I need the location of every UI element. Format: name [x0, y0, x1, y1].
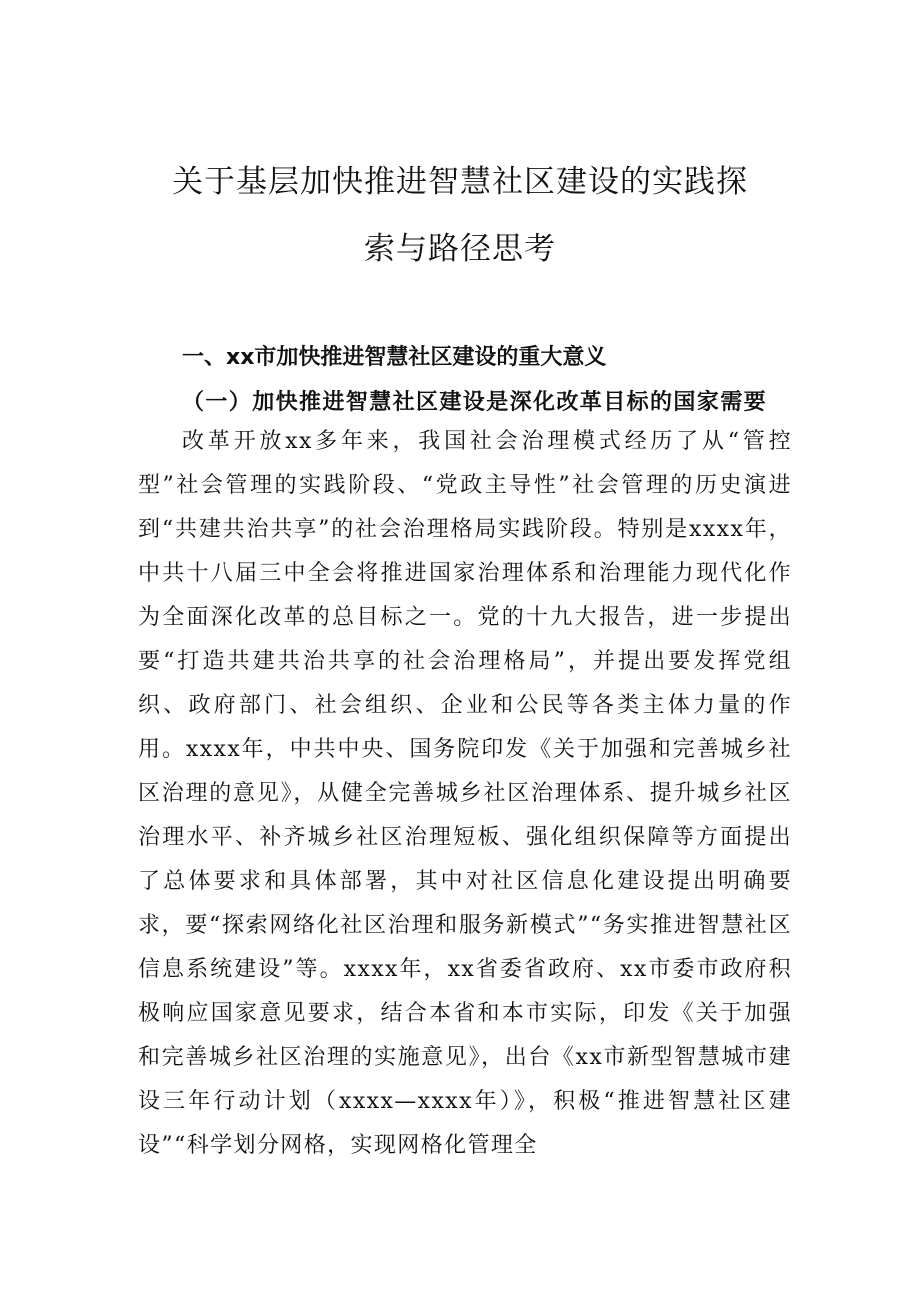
body-paragraph: 改革开放xx多年来，我国社会治理模式经历了从“管控型”社会管理的实践阶段、“党政主导性”社会管理的历史演进到“共建共治共享”的社会治理格局实践阶段。特别是xxxx年，中共十八届三中全会将推进国家治理体系和治理能力现代化作为全面深化改革的总目标之一。党的十九大报告，进一步提出要“打造共建共治共享的社会治理格局”，并提出要发挥党组织、政府部门、社会组织、企业和公民等各类主体力量的作用。xxxx年，中共中央、国务院印发《关于加强和完善城乡社区治理的意见》，从健全完善城乡社区治理体系、提升城乡社区治理水平、补齐城乡社区治理短板、强化组织保障等方面提出了总体要求和具体部署，其中对社区信息化建设提出明确要求，要“探索网络化社区治理和服务新模式”“务实推进智慧社区信息系统建设”等。xxxx年，xx省委省政府、xx市委市政府积极响应国家意见要求，结合本省和本市实际，印发《关于加强和完善城乡社区治理的实施意见》，出台《xx市新型智慧城市建设三年行动计划（xxxx—xxxx年）》，积极“推进智慧社区建设”“科学划分网格，实现网格化管理全 [138, 429, 792, 1158]
subsection-heading: （一）加快推进智慧社区建设是深化改革目标的国家需要 [182, 389, 768, 415]
document-title-line2: 索与路径思考 [364, 231, 556, 267]
section-heading: 一、xx市加快推进智慧社区建设的重大意义 [182, 345, 607, 370]
document-title-line1: 关于基层加快推进智慧社区建设的实践探 [172, 164, 748, 200]
